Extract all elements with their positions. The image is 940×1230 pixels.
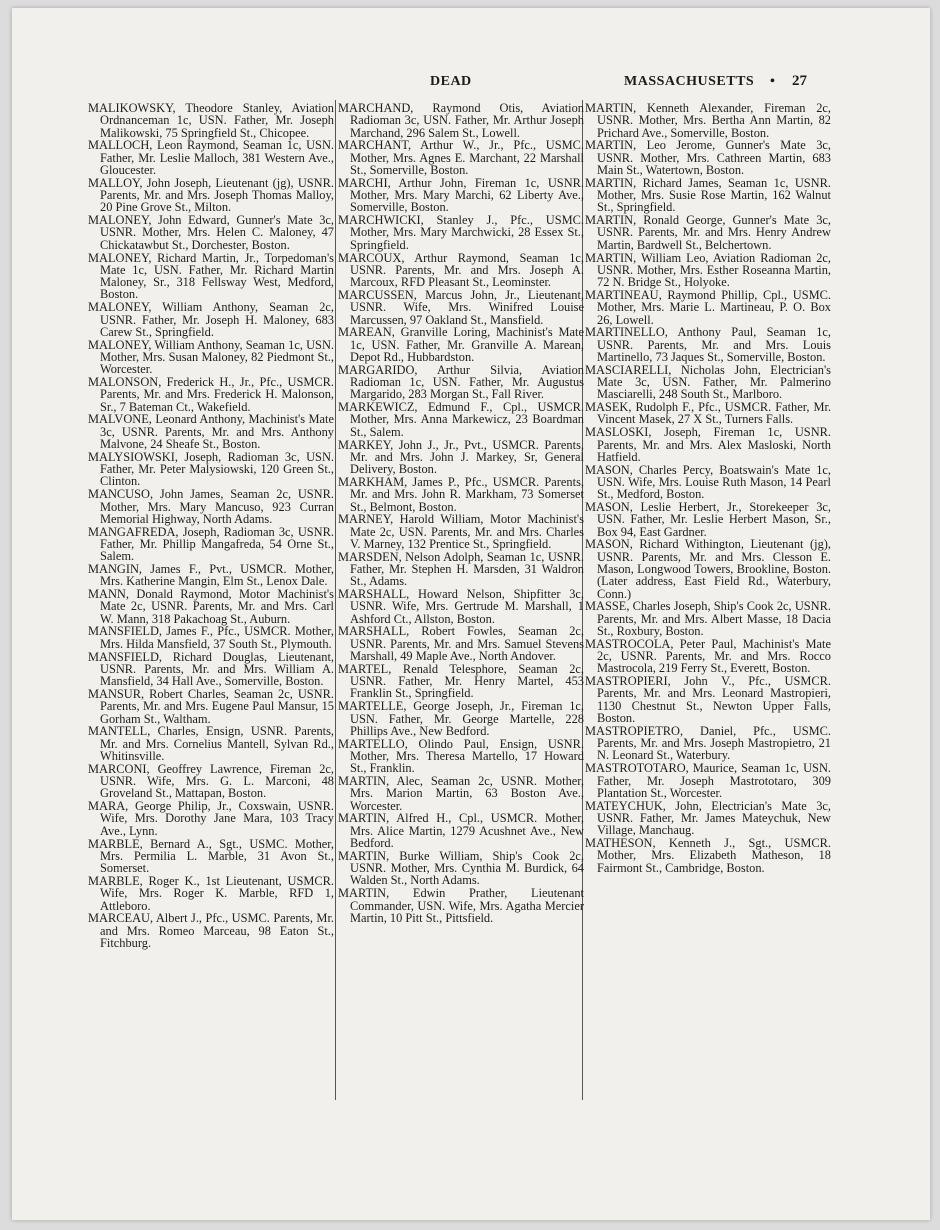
- casualty-entry: [88, 301, 334, 338]
- casualty-details: Arthur John, Fireman 1c, USNR. Mother, Mrs. Mary Marchi, 62 Liberty Ave., Somerville, Boston.: [350, 175, 584, 215]
- casualty-details: Leo Jerome, Gunner's Mate 3c, USNR. Mother, Mrs. Cathreen Martin, 683 Main St., Watertown, Boston.: [597, 138, 831, 177]
- casualty-details: Howard Nelson, Shipfitter 3c, USNR. Wife, Mrs. Gertrude M. Marshall, 1 Ashford Ct., Allston, Boston.: [350, 587, 584, 626]
- casualty-entry: [88, 725, 334, 762]
- casualty-surname: MALLOY,: [88, 175, 143, 190]
- casualty-surname: MARGARIDO,: [338, 362, 418, 377]
- casualty-surname: MARKHAM,: [338, 474, 408, 489]
- column-1: [88, 102, 334, 950]
- casualty-details: Leon Raymond, Seaman 1c, USN. Father, Mr. Leslie Malloch, 381 Western Ave., Gloucester.: [100, 138, 334, 177]
- casualty-details: Geoffrey Lawrence, Fireman 2c, USNR. Wife, Mrs. G. L. Marconi, 48 Groveland St., Mattapan, Boston.: [100, 761, 334, 801]
- casualty-details: John, Electrician's Mate 3c, USNR. Father, Mr. James Mateychuk, New Village, Manchaug.: [597, 798, 831, 838]
- casualty-entry: [88, 488, 334, 525]
- casualty-details: James P., Pfc., USMCR. Parents, Mr. and Mrs. John R. Markham, 73 Somerset St., Belmont, Boston.: [350, 474, 584, 514]
- casualty-details: Alfred H., Cpl., USMCR. Mother, Mrs. Alice Martin, 1279 Acushnet Ave., New Bedford.: [350, 811, 584, 851]
- casualty-details: Arthur Silvia, Aviation Radioman 1c, USN. Father, Mr. Augustus Margarido, 283 Morgan St., Fall River.: [350, 362, 584, 402]
- casualty-details: Charles, Ensign, USNR. Parents, Mr. and Mrs. Cornelius Mantell, Sylvan Rd., Whitinsville.: [100, 724, 334, 763]
- casualty-details: Alec, Seaman 2c, USNR. Mother, Mrs. Marion Martin, 63 Boston Ave., Worcester.: [350, 774, 584, 813]
- casualty-surname: MARCEAU,: [88, 911, 154, 926]
- casualty-details: Joseph, Fireman 1c, USNR. Parents, Mr. and Mrs. Alex Masloski, North Hatfield.: [597, 425, 831, 464]
- casualty-entry: [338, 625, 584, 662]
- casualty-details: Charles Percy, Boatswain's Mate 1c, USN. Wife, Mrs. Louise Ruth Mason, 14 Pearl St., Medford, Boston.: [597, 462, 831, 502]
- casualty-entry: [88, 651, 334, 688]
- casualty-details: Robert Fowles, Seaman 2c, USNR. Parents, Mr. and Mrs. Samuel Stevens Marshall, 49 Maple Ave., North Andover.: [350, 624, 584, 664]
- casualty-surname: MALLOCH,: [88, 138, 153, 153]
- casualty-details: Richard Martin, Jr., Torpedoman's Mate 1c, USN. Father, Mr. Richard Martin Maloney, Sr., 318 Fellsway West, Medford, Boston.: [100, 250, 334, 302]
- casualty-entry: [88, 451, 334, 488]
- casualty-entry: [338, 700, 584, 737]
- casualty-details: Harold William, Motor Machinist's Mate 2c, USN. Parents, Mr. and Mrs. Charles V. Marney, 132 Prentice St., Springfield.: [350, 512, 584, 551]
- casualty-entry: [585, 426, 831, 463]
- casualty-details: Burke William, Ship's Cook 2c, USNR. Mother, Mrs. Cynthia M. Burdick, 64 Walden St., North Adams.: [350, 848, 584, 888]
- casualty-entry: [338, 513, 584, 550]
- casualty-entry: [338, 177, 584, 214]
- casualty-entry: [88, 102, 334, 139]
- page-number: 27: [792, 73, 807, 89]
- casualty-entry: [585, 538, 831, 599]
- casualty-surname: MARTIN,: [585, 213, 637, 228]
- casualty-entry: [338, 887, 584, 924]
- casualty-details: William Anthony, Seaman 1c, USN. Mother, Mrs. Susan Maloney, 82 Piedmont St., Worcester.: [100, 337, 334, 377]
- casualty-entry: [88, 625, 334, 650]
- casualty-details: Edwin Prather, Lieutenant Commander, USN. Wife, Mrs. Agatha Mercier Martin, 10 Pitt St., Pittsfield.: [350, 886, 584, 925]
- casualty-surname: MARCHI,: [338, 175, 391, 190]
- casualty-surname: MANSUR,: [88, 686, 145, 701]
- casualty-details: George Philip, Jr., Coxswain, USNR. Wife, Mrs. Dorothy Jane Mara, 103 Tracy Ave., Lynn.: [100, 799, 334, 838]
- casualty-surname: MARKEY,: [338, 437, 394, 452]
- casualty-surname: MASCIARELLI,: [585, 362, 672, 377]
- casualty-surname: MARTIN,: [585, 101, 637, 115]
- casualty-entry: [585, 364, 831, 401]
- casualty-surname: MARCUSSEN,: [338, 287, 417, 302]
- casualty-surname: MASEK,: [585, 400, 632, 415]
- casualty-entry: [338, 551, 584, 588]
- casualty-entry: [338, 139, 584, 176]
- column-3: [585, 102, 831, 874]
- casualty-surname: MARNEY,: [338, 512, 394, 527]
- casualty-entry: [88, 688, 334, 725]
- casualty-surname: MALVONE,: [88, 412, 152, 427]
- casualty-details: Daniel, Pfc., USMC. Parents, Mr. and Mrs. Joseph Mastropietro, 21 N. Leonard St., Waterbury.: [597, 723, 831, 763]
- casualty-surname: MARTELLE,: [338, 699, 407, 714]
- casualty-surname: MARA,: [88, 799, 129, 814]
- casualty-entry: [88, 588, 334, 625]
- casualty-entry: [585, 725, 831, 762]
- casualty-entry: [585, 464, 831, 501]
- casualty-details: Richard Withington, Lieutenant (jg), USNR. Parents, Mr. and Mrs. Clesson E. Mason, Longwood Towers, Brookline, Boston. (Later address, East Field Rd., Waterbury, Conn.): [597, 537, 831, 601]
- header-bullet: •: [770, 74, 775, 89]
- casualty-entry: [338, 289, 584, 326]
- casualty-surname: MASTROPIERI,: [585, 674, 671, 689]
- casualty-entry: [338, 812, 584, 849]
- casualty-details: William Anthony, Seaman 2c, USNR. Father, Mr. Joseph H. Maloney, 683 Carew St., Springfield.: [100, 300, 334, 339]
- casualty-details: James F., Pfc., USMCR. Mother, Mrs. Hilda Mansfield, 37 South St., Plymouth.: [100, 624, 334, 651]
- casualty-surname: MALYSIOWSKI,: [88, 449, 178, 464]
- casualty-surname: MANGAFREDA,: [88, 524, 179, 539]
- casualty-entry: [585, 501, 831, 538]
- casualty-surname: MAREAN,: [338, 325, 395, 340]
- document-page: [12, 8, 930, 1220]
- casualty-entry: [585, 638, 831, 675]
- casualty-details: Renald Telesphore, Seaman 2c, USNR. Father, Mr. Henry Martel, 453 Franklin St., Springfield.: [350, 661, 584, 701]
- casualty-surname: MARBLE,: [88, 836, 143, 851]
- casualty-surname: MANTELL,: [88, 724, 151, 739]
- casualty-entry: [338, 850, 584, 887]
- casualty-details: Raymond Otis, Aviation Radioman 3c, USN. Father, Mr. Arthur Joseph Marchand, 296 Salem St., Lowell.: [350, 101, 584, 140]
- casualty-surname: MALIKOWSKY,: [88, 101, 176, 115]
- casualty-surname: MARTIN,: [585, 138, 637, 153]
- casualty-entry: [88, 800, 334, 837]
- casualty-surname: MALONEY,: [88, 337, 152, 352]
- casualty-surname: MARSHALL,: [338, 624, 410, 639]
- casualty-details: John Joseph, Lieutenant (jg), USNR. Parents, Mr. and Mrs. Joseph Thomas Malloy, 20 Pine Grove St., Milton.: [100, 175, 334, 215]
- casualty-surname: MARSDEN,: [338, 549, 402, 564]
- casualty-details: James F., Pvt., USMCR. Mother, Mrs. Katherine Mangin, Elm St., Lenox Dale.: [100, 561, 334, 589]
- casualty-details: Marcus John, Jr., Lieutenant, USNR. Wife, Mrs. Winifred Louise Marcussen, 97 Oakland St., Mansfield.: [350, 287, 584, 327]
- casualty-surname: MASON,: [585, 462, 633, 477]
- casualty-details: Leonard Anthony, Machinist's Mate 3c, USNR. Parents, Mr. and Mrs. Anthony Malvone, 24 Sheafe St., Boston.: [100, 412, 334, 452]
- casualty-entry: [88, 526, 334, 563]
- casualty-surname: MATEYCHUK,: [585, 798, 666, 813]
- casualty-details: Nicholas John, Electrician's Mate 3c, USN. Father, Mr. Palmerino Masciarelli, 248 South St., Marlboro.: [597, 362, 831, 402]
- casualty-entry: [585, 289, 831, 326]
- casualty-surname: MARKEWICZ,: [338, 400, 418, 415]
- casualty-entry: [338, 401, 584, 438]
- casualty-details: Donald Raymond, Motor Machinist's Mate 2c, USNR. Parents, Mr. and Mrs. Carl W. Mann, 318 Pakachoag St., Auburn.: [100, 587, 334, 626]
- casualty-details: Kenneth Alexander, Fireman 2c, USNR. Mother, Mrs. Bertha Ann Martin, 82 Prichard Ave., Somerville, Boston.: [597, 101, 831, 140]
- state-title: MASSACHUSETTS: [624, 74, 755, 89]
- casualty-surname: MARCONI,: [88, 761, 150, 776]
- casualty-details: Olindo Paul, Ensign, USNR. Mother, Mrs. Theresa Martello, 17 Howard St., Franklin.: [350, 736, 584, 776]
- casualty-entry: [585, 252, 831, 289]
- casualty-entry: [338, 476, 584, 513]
- casualty-details: Ronald George, Gunner's Mate 3c, USNR. Parents, Mr. and Mrs. Henry Andrew Martin, Bardwell St., Belchertown.: [597, 213, 831, 252]
- casualty-entry: [338, 102, 584, 139]
- casualty-surname: MANSFIELD,: [88, 624, 163, 639]
- casualty-entry: [338, 439, 584, 476]
- casualty-details: Albert J., Pfc., USMC. Parents, Mr. and Mrs. Romeo Marceau, 98 Eaton St., Fitchburg.: [100, 911, 334, 950]
- casualty-surname: MALONSON,: [88, 375, 162, 390]
- casualty-details: Granville Loring, Machinist's Mate 1c, USN. Father, Mr. Granville A. Marean, Depot Rd., Hubbardston.: [350, 325, 584, 364]
- casualty-entry: [88, 912, 334, 949]
- casualty-details: Theodore Stanley, Aviation Ordnanceman 1c, USN. Father, Mr. Joseph Malikowski, 75 Springfield St., Chicopee.: [100, 101, 334, 140]
- casualty-entry: [88, 376, 334, 413]
- casualty-details: George Joseph, Jr., Fireman 1c, USN. Father, Mr. George Martelle, 228 Phillips Ave., New Bedford.: [350, 699, 584, 738]
- casualty-details: John James, Seaman 2c, USNR. Mother, Mrs. Mary Mancuso, 923 Curran Memorial Highway, North Adams.: [100, 487, 334, 526]
- casualty-details: William Leo, Aviation Radioman 2c, USNR. Mother, Mrs. Esther Roseanna Martin, 72 N. Bridge St., Holyoke.: [597, 250, 831, 290]
- casualty-surname: MARTIN,: [338, 886, 390, 901]
- casualty-details: Arthur Raymond, Seaman 1c, USNR. Parents, Mr. and Mrs. Joseph A. Marcoux, RFD Pleasant St., Leominster.: [350, 250, 584, 290]
- casualty-details: John J., Jr., Pvt., USMCR. Parents, Mr. and Mrs. John J. Markey, Sr, General Delivery, Boston.: [350, 437, 584, 477]
- casualty-entry: [88, 214, 334, 251]
- casualty-details: John Edward, Gunner's Mate 3c, USNR. Mother, Mrs. Helen C. Maloney, 47 Chickatawbut St., Dorchester, Boston.: [100, 213, 334, 252]
- casualty-surname: MARTINEAU,: [585, 287, 662, 302]
- casualty-entry: [585, 401, 831, 426]
- casualty-entry: [338, 252, 584, 289]
- casualty-entry: [338, 588, 584, 625]
- casualty-details: Kenneth J., Sgt., USMCR. Mother, Mrs. Elizabeth Matheson, 18 Fairmont St., Cambridge, Boston.: [597, 836, 831, 875]
- casualty-details: Edmund F., Cpl., USMCR. Mother, Mrs. Anna Markewicz, 23 Boardman St., Salem.: [350, 400, 584, 439]
- casualty-surname: MASTROTOTARO,: [585, 761, 689, 776]
- casualty-surname: MARSHALL,: [338, 587, 410, 602]
- casualty-details: Arthur W., Jr., Pfc., USMC. Mother, Mrs. Agnes E. Marchant, 22 Marshall St., Somerville, Boston.: [350, 138, 584, 177]
- casualty-details: Leslie Herbert, Jr., Storekeeper 3c, USN. Father, Mr. Leslie Herbert Mason, Sr., Box 94, East Gardner.: [597, 500, 831, 539]
- casualty-details: Joseph, Radioman 3c, USN. Father, Mr. Peter Malysiowski, 120 Green St., Clinton.: [100, 449, 334, 489]
- casualty-surname: MARCOUX,: [338, 250, 405, 265]
- casualty-surname: MANCUSO,: [88, 487, 154, 502]
- casualty-entry: [88, 339, 334, 376]
- casualty-entry: [88, 838, 334, 875]
- casualty-entry: [338, 663, 584, 700]
- casualty-entry: [88, 139, 334, 176]
- casualty-entry: [585, 837, 831, 874]
- casualty-entry: [338, 364, 584, 401]
- casualty-surname: MALONEY,: [88, 250, 152, 265]
- casualty-entry: [88, 563, 334, 588]
- casualty-surname: MARBLE,: [88, 873, 143, 888]
- casualty-entry: [88, 177, 334, 214]
- casualty-surname: MARTELLO,: [338, 736, 408, 751]
- casualty-entry: [88, 875, 334, 912]
- casualty-surname: MARTIN,: [585, 250, 637, 265]
- column-2: [338, 102, 584, 925]
- casualty-details: Joseph, Radioman 3c, USNR. Father, Mr. Phillip Mangafreda, 54 Orne St., Salem.: [100, 524, 334, 564]
- casualty-details: Raymond Phillip, Cpl., USMC. Mother, Mrs. Marie L. Martineau, P. O. Box 26, Lowell.: [597, 287, 831, 327]
- casualty-entry: [585, 102, 831, 139]
- casualty-surname: MARTEL,: [338, 661, 392, 676]
- casualty-entry: [338, 738, 584, 775]
- casualty-surname: MASTROPIETRO,: [585, 723, 684, 738]
- casualty-entry: [585, 800, 831, 837]
- casualty-surname: MALONEY,: [88, 300, 152, 315]
- casualty-surname: MANSFIELD,: [88, 649, 163, 664]
- casualty-details: Roger K., 1st Lieutenant, USMCR. Wife, Mrs. Roger K. Marble, RFD 1, Attleboro.: [100, 873, 334, 913]
- casualty-entry: [338, 775, 584, 812]
- casualty-entry: [88, 252, 334, 301]
- casualty-details: Anthony Paul, Seaman 1c, USNR. Parents, Mr. and Mrs. Louis Martinello, 73 Jaques St., Somerville, Boston.: [597, 325, 831, 364]
- casualty-surname: MARCHANT,: [338, 138, 412, 153]
- casualty-entry: [88, 763, 334, 800]
- casualty-entry: [88, 413, 334, 450]
- casualty-surname: MALONEY,: [88, 213, 152, 228]
- casualty-details: Richard James, Seaman 1c, USNR. Mother, Mrs. Susie Rose Martin, 162 Walnut St., Springfield.: [597, 175, 831, 215]
- casualty-details: Stanley J., Pfc., USMC. Mother, Mrs. Mary Marchwicki, 28 Essex St., Springfield.: [350, 213, 584, 252]
- casualty-surname: MASSE,: [585, 599, 630, 614]
- casualty-details: Maurice, Seaman 1c, USN. Father, Mr. Joseph Mastrototaro, 309 Plantation St., Worcester.: [597, 761, 831, 800]
- casualty-entry: [585, 139, 831, 176]
- casualty-entry: [585, 675, 831, 724]
- casualty-surname: MASON,: [585, 537, 633, 552]
- casualty-details: Frederick H., Jr., Pfc., USMCR. Parents, Mr. and Mrs. Frederick H. Malonson, Sr., 7 Bateman Ct., Wakefield.: [100, 375, 334, 414]
- casualty-details: Bernard A., Sgt., USMC. Mother, Mrs. Permilia L. Marble, 31 Avon St., Somerset.: [100, 836, 334, 876]
- casualty-surname: MARCHAND,: [338, 101, 414, 115]
- page-header: [12, 74, 930, 94]
- casualty-surname: MASLOSKI,: [585, 425, 652, 440]
- casualty-details: Nelson Adolph, Seaman 1c, USNR. Father, Mr. Stephen H. Marsden, 31 Waldron St., Adams.: [350, 549, 584, 589]
- casualty-surname: MANN,: [88, 587, 129, 602]
- casualty-details: Rudolph F., Pfc., USMCR. Father, Mr. Vincent Masek, 27 X St., Turners Falls.: [597, 400, 831, 427]
- casualty-surname: MASTROCOLA,: [585, 636, 674, 651]
- casualty-entry: [585, 762, 831, 799]
- casualty-surname: MARTIN,: [585, 175, 637, 190]
- casualty-entry: [585, 326, 831, 363]
- casualty-entry: [585, 177, 831, 214]
- casualty-details: Charles Joseph, Ship's Cook 2c, USNR. Parents, Mr. and Mrs. Albert Masse, 18 Dacia St., Roxbury, Boston.: [597, 599, 831, 638]
- casualty-surname: MASON,: [585, 500, 633, 514]
- casualty-surname: MARCHWICKI,: [338, 213, 424, 228]
- casualty-entry: [338, 326, 584, 363]
- casualty-surname: MANGIN,: [88, 561, 143, 576]
- casualty-surname: MARTINELLO,: [585, 325, 668, 340]
- casualty-details: Peter Paul, Machinist's Mate 2c, USNR. Parents, Mr. and Mrs. Rocco Mastrocola, 219 Ferry St., Everett, Boston.: [597, 636, 831, 676]
- casualty-surname: MARTIN,: [338, 811, 390, 826]
- casualty-surname: MARTIN,: [338, 848, 390, 863]
- column-divider: [335, 100, 336, 1100]
- casualty-surname: MARTIN,: [338, 774, 390, 789]
- section-title: DEAD: [430, 74, 472, 89]
- casualty-details: Robert Charles, Seaman 2c, USNR. Parents, Mr. and Mrs. Eugene Paul Mansur, 15 Gorham St., Waltham.: [100, 686, 334, 726]
- casualty-entry: [338, 214, 584, 251]
- casualty-surname: MATHESON,: [585, 836, 656, 851]
- casualty-details: Richard Douglas, Lieutenant, USNR. Parents, Mr. and Mrs. William A. Mansfield, 34 Hall Ave., Somerville, Boston.: [100, 649, 334, 689]
- casualty-details: John V., Pfc., USMCR. Parents, Mr. and Mrs. Leonard Mastropieri, 1130 Chestnut St., Newton Upper Falls, Boston.: [597, 674, 831, 726]
- casualty-entry: [585, 214, 831, 251]
- casualty-entry: [585, 600, 831, 637]
